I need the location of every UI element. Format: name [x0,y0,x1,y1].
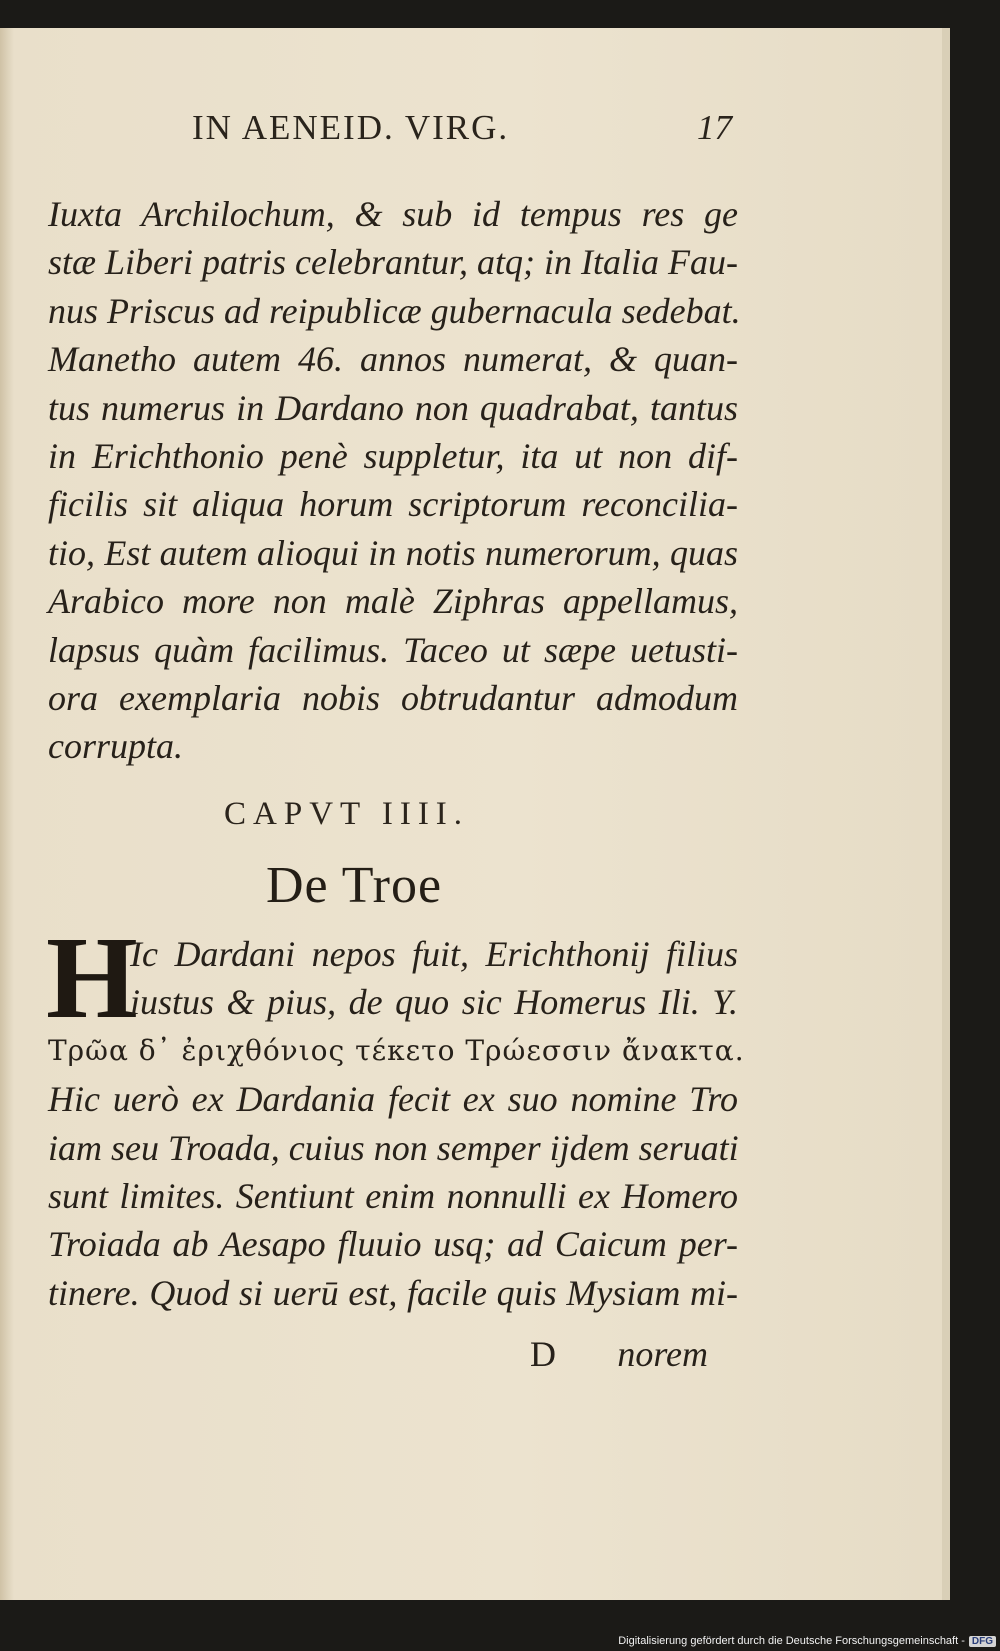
text-line: corrupta. [48,726,183,767]
running-head [192,108,732,148]
greek-quote-line: Τρῶα δ᾽ ἐριχθόνιος τέκετο Τρώεσσιν ἄνακτα. [48,1033,745,1067]
text-line: Ic Dardani nepos fuit, Erichthonij filius [130,934,738,974]
text-line: lapsus quàm facilimus. Taceo ut sæpe uetusti- [48,629,738,670]
chapter-label: CAPVT IIII. [224,796,470,832]
text-line: ficilis sit aliqua horum scriptorum reconcilia- [48,484,738,525]
text-line: Hic uerò ex Dardania fecit ex suo nomine Tro [48,1079,738,1120]
text-line: iustus & pius, de quo sic Homerus Ili. Y. [130,982,738,1023]
text-line: Iuxta Archilochum, & sub id tempus res ge [48,194,738,234]
text-line: tus numerus in Dardano non quadrabat, tantus [48,387,738,428]
chapter-title: De Troe [266,857,443,914]
text-line: Arabico more non malè Ziphras appellamus, [48,581,738,622]
catchword: norem [617,1334,708,1374]
book-page [0,28,950,1600]
text-line: Troiada ab Aesapo fluuio usq; ad Caicum per- [48,1224,738,1265]
text-line: tinere. Quod si uerū est, facile quis Mysiam mi- [48,1272,738,1313]
drop-cap: H [46,912,138,1043]
page-number: 17 [697,108,732,147]
text-line: stæ Liberi patris celebrantur, atq; in Italia Fau- [48,242,738,283]
signature-mark: D [530,1334,556,1374]
paragraph-2 [46,912,745,1317]
dfg-logo: DFG [969,1636,996,1647]
digitization-credit [600,1633,996,1649]
paragraph-1 [48,190,741,771]
text-line: Manetho autem 46. annos numerat, & quan- [48,339,738,380]
text-line: sunt limites. Sentiunt enim nonnulli ex Homero [48,1176,738,1217]
catchword-row [530,1333,708,1375]
text-line: in Erichthonio penè suppletur, ita ut non dif- [48,436,738,477]
text-line: tio, Est autem alioqui in notis numerorum, quas [48,532,738,573]
text-line: nus Priscus ad reipublicæ gubernacula sedebat. [48,290,741,331]
credit-text: Digitalisierung gefördert durch die Deutsche Forschungsgemeinschaft - [618,1635,965,1647]
text-line: iam seu Troada, cuius non semper ijdem seruati [48,1127,739,1168]
running-head-title: IN AENEID. VIRG. [192,108,510,147]
text-line: ora exemplaria nobis obtrudantur admodum [48,678,738,719]
